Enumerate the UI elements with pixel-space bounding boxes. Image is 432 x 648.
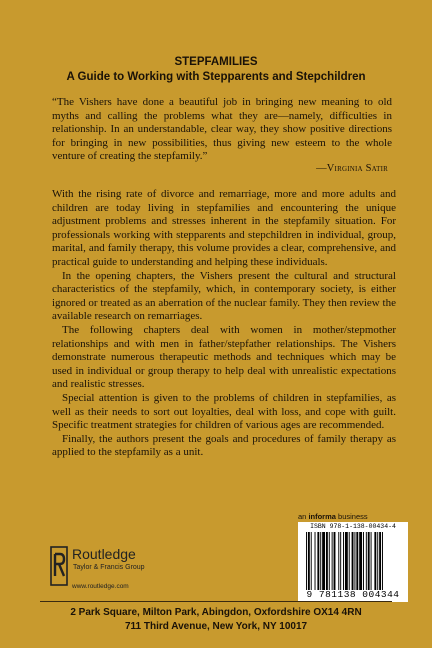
informa-brand: informa	[308, 512, 336, 521]
description-paragraph: In the opening chapters, the Vishers present the cultural and structural characteristics of the stepfamily, which, in contemporary society, is either ignored or treated as an aberration of the nuclear family. They then review the available research on remarriages.	[52, 269, 396, 323]
description-paragraph: Finally, the authors present the goals and procedures of family therapy as applied to the stepfamily as a unit.	[52, 432, 396, 459]
routledge-logo-icon	[50, 546, 68, 586]
publisher-group: Taylor & Francis Group	[73, 564, 145, 571]
isbn-barcode	[298, 522, 408, 602]
address-line: 711 Third Avenue, New York, NY 10017	[124, 621, 308, 632]
endorsement-quote: “The Vishers have done a beautiful job in bringing new meaning to old myths and calling the problems what they are—namely, difficulties in relationship. In an understandable, clear way, they show positive directions for bringing in new possibilities, thus giving new esteem to the whole venture of creating the stepfamily.”	[52, 96, 392, 163]
book-subtitle: A Guide to Working with Stepparents and Stepchildren	[66, 71, 366, 83]
quote-attribution: —Virginia Satir	[316, 163, 388, 174]
description-paragraph: The following chapters deal with women in mother/stepmother relationships and with men in father/stepfather relationships. The Vishers demonstrate numerous therapeutic methods and techniques which may be used in individual or group therapy to help deal with unrealistic expectations and realistic stresses.	[52, 323, 396, 391]
divider	[40, 601, 392, 602]
informa-business-line: an informa business	[298, 512, 368, 521]
isbn-label: ISBN 978-1-138-00434-4	[310, 523, 396, 530]
description-paragraph: With the rising rate of divorce and remarriage, more and more adults and children are today living in stepfamilies and encountering the unique adjustment problems and stresses inherent in the stepfamily situation. For professionals working with stepparents and stepchildren in individual, group, marital, and family therapy, this volume provides a clear, comprehensive, and practical guide to understanding and helping these individuals.	[52, 188, 396, 268]
book-title: STEPFAMILIES	[174, 56, 258, 68]
publisher-url: www.routledge.com	[72, 583, 129, 590]
description-body	[52, 188, 396, 460]
description-paragraph: Special attention is given to the problems of children in stepfamilies, as well as their needs to sort out loyalties, deal with loss, and cope with guilt. Specific treatment strategies for children of various ages are recommended.	[52, 391, 396, 432]
isbn-digits: 9 781138 004344	[306, 589, 400, 600]
address-line: 2 Park Square, Milton Park, Abingdon, Oxfordshire OX14 4RN	[70, 607, 362, 618]
publisher-name: Routledge	[72, 546, 136, 562]
barcode-bars-icon	[306, 532, 400, 590]
